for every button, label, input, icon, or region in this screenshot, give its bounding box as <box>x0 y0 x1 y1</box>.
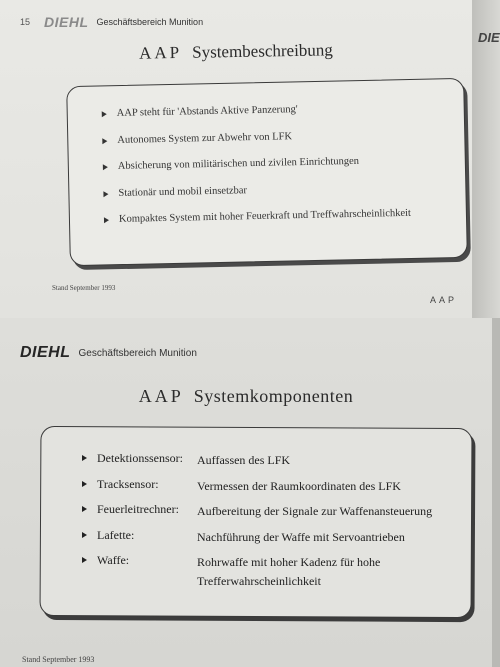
bullet-triangle-icon <box>82 532 87 538</box>
page-number: 15 <box>20 17 31 27</box>
component-label: Lafette: <box>97 527 135 542</box>
division-name: Geschäftsbereich Munition <box>78 347 197 359</box>
list-item <box>82 477 457 496</box>
footer-date: Stand September 1993 <box>52 284 116 292</box>
bullet-triangle-icon <box>103 191 108 197</box>
footer-label: AAP <box>430 295 458 305</box>
bullet-triangle-icon <box>104 217 109 223</box>
bullet-triangle-icon <box>102 111 107 117</box>
component-description: Auffassen des LFK <box>197 453 291 467</box>
component-description: Aufbereitung der Signale zur Waffenansteuerung <box>197 504 433 519</box>
component-label: Waffe: <box>97 553 130 568</box>
list-item: Absicherung von militärischen und zivilen Einrichtungen <box>103 155 411 188</box>
bottom-page-header <box>20 344 197 362</box>
division-name: Geschäftsbereich Munition <box>96 17 204 27</box>
bullet-triangle-icon <box>82 557 87 563</box>
list-item: Autonomes System zur Abwehr von LFK <box>102 128 410 161</box>
cut-off-logo: DIE <box>478 30 500 45</box>
list-item: Kompaktes System mit hoher Feuerkraft und Treffwahrscheinlichkeit <box>104 208 412 241</box>
footer-date: Stand September 1993 <box>22 655 95 664</box>
component-description: Vermessen der Raumkoordinaten des LFK <box>197 478 401 493</box>
page-title <box>0 386 492 407</box>
description-bullet-list <box>102 102 412 241</box>
title-main: Systemkomponenten <box>193 386 354 406</box>
list-item <box>82 528 457 547</box>
diehl-logo: DIEHL <box>20 344 71 361</box>
list-item: AAP steht für 'Abstands Aktive Panzerung' <box>102 102 410 135</box>
list-item <box>82 502 457 521</box>
component-label: Feuerleitrechner: <box>97 502 179 517</box>
top-page-header <box>20 14 203 30</box>
component-label: Tracksensor: <box>97 476 159 491</box>
component-label: Detektionssensor: <box>97 451 183 465</box>
list-item: Stationär und mobil einsetzbar <box>103 181 411 214</box>
component-description: Rohrwaffe mit hoher Kadenz für hohe Trefferwahrscheinlichkeit <box>197 555 381 588</box>
bullet-triangle-icon <box>82 481 87 487</box>
adjacent-page-edge <box>472 0 500 320</box>
bullet-triangle-icon <box>103 164 108 170</box>
bullet-triangle-icon <box>82 506 87 512</box>
title-prefix: AAP <box>138 42 183 63</box>
title-main: Systembeschreibung <box>191 40 334 62</box>
bullet-triangle-icon <box>102 138 107 144</box>
bullet-triangle-icon <box>82 455 87 461</box>
title-prefix: AAP <box>138 386 184 406</box>
page-shadow-edge <box>492 318 500 667</box>
list-item <box>82 553 457 590</box>
components-list <box>82 451 457 598</box>
diehl-logo: DIEHL <box>44 14 89 30</box>
component-description: Nachführung der Waffe mit Servoantrieben <box>197 529 405 544</box>
list-item <box>82 451 457 470</box>
